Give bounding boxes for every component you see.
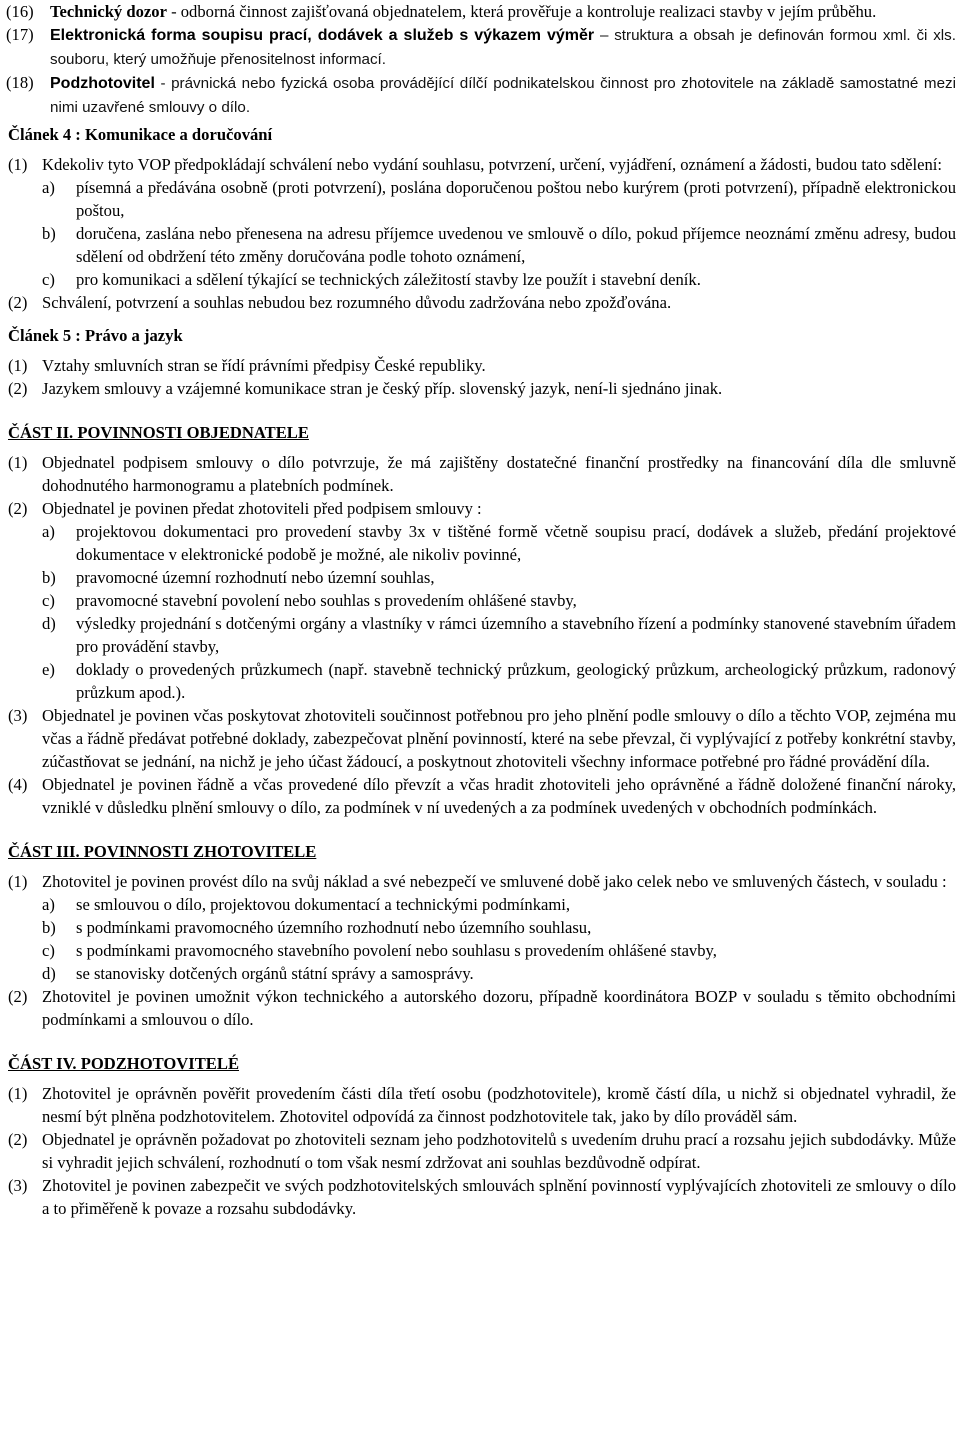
part-3-heading: ČÁST III. POVINNOSTI ZHOTOVITELE (8, 842, 317, 861)
paragraph-text: Schválení, potvrzení a souhlas nebudou bez rozumného důvodu zadržována nebo zpožďována. (42, 293, 672, 312)
list-text: doručena, zaslána nebo přenesena na adresu příjemce uvedenou ve smlouvě o dílo, pokud příjemce neoznámí změnu adresy, budou sdělení od obdržení této změny doručována podle tohoto oznámení, (76, 224, 956, 266)
part-2-paragraph-3 (8, 704, 956, 773)
paragraph-number: (1) (8, 453, 28, 472)
paragraph-text: Jazykem smlouvy a vzájemné komunikace stran je český příp. slovenský jazyk, není-li sjednáno jinak. (42, 379, 723, 398)
paragraph-text: Zhotovitel je povinen umožnit výkon technického a autorského dozoru, případně koordinátora BOZP v souladu s těmito obchodními podmínkami a smlouvou o dílo. (42, 987, 956, 1029)
paragraph-text: Objednatel je povinen předat zhotoviteli před podpisem smlouvy : (42, 499, 482, 518)
article-4-heading: Článek 4 : Komunikace a doručování (8, 125, 273, 144)
paragraph-text: Zhotovitel je oprávněn pověřit provedením části díla třetí osobu (podzhotovitele), kromě částí díla, u nichž si objednatel vyhradil, že nesmí být plněna podzhotovitelem. Zhotovitel odpovídá za činnost podzhotovitele tak, jako by dílo prováděl sám. (42, 1084, 956, 1126)
list-letter: c) (42, 591, 55, 610)
paragraph-text: Objednatel je oprávněn požadovat po zhotoviteli seznam jeho podzhotovitelů s uvedením druhu prací a rozsahu jejich subdodávky. Může si vyhradit jejich schválení, rozhodnutí o tom však nesmí zdržovat ani souhlas bezdůvodně odpírat. (42, 1130, 956, 1172)
article-4-paragraph-1 (8, 153, 956, 291)
part-2-paragraph-1 (8, 451, 956, 497)
list-text: s podmínkami pravomocného územního rozhodnutí nebo územního souhlasu, (76, 918, 592, 937)
list-text: projektovou dokumentaci pro provedení stavby 3x v tištěné formě včetně soupisu prací, dodávek a služeb, předání projektové dokumentace v elektronické podobě je možné, ale nikoliv povinné, (76, 522, 956, 564)
list-item (42, 916, 956, 939)
part-3-paragraph-2 (8, 985, 956, 1031)
list-item (42, 612, 956, 658)
list-item (42, 176, 956, 222)
paragraph-number: (3) (8, 1176, 28, 1195)
list-item (42, 589, 956, 612)
definition-number: (18) (6, 73, 34, 92)
list-letter: a) (42, 895, 55, 914)
list-letter: e) (42, 660, 55, 679)
list-letter: a) (42, 178, 55, 197)
list-item (42, 939, 956, 962)
list-item (42, 566, 956, 589)
part-2-paragraph-2 (8, 497, 956, 704)
definition-16 (8, 0, 956, 23)
list-item (42, 962, 956, 985)
part-3-paragraph-1 (8, 870, 956, 985)
definition-number: (16) (6, 2, 34, 21)
list-letter: b) (42, 918, 56, 937)
paragraph-number: (2) (8, 987, 28, 1006)
paragraph-text: Objednatel je povinen včas poskytovat zhotoviteli součinnost potřebnou pro jeho plnění podle smlouvy o dílo a těchto VOP, zejména mu včas a řádně předávat potřebné doklady, zabezpečovat plnění povinností, které na sebe převzal, či vyplývající z potřeby konkrétní stavby, zúčastňovat se jednání, na nichž je jeho účast žádoucí, a poskytnout zhotoviteli všechny informace potřebné pro řádné provádění díla. (42, 706, 956, 771)
list-text: písemná a předávána osobně (proti potvrzení), poslána doporučenou poštou nebo kurýrem (proti potvrzení), případně elektronickou poštou, (76, 178, 956, 220)
list-text: s podmínkami pravomocného stavebního povolení nebo souhlasu s provedením ohlášené stavby, (76, 941, 717, 960)
paragraph-number: (1) (8, 872, 28, 891)
paragraph-number: (2) (8, 499, 28, 518)
list-text: pravomocné územní rozhodnutí nebo územní souhlas, (76, 568, 435, 587)
paragraph-number: (2) (8, 379, 28, 398)
list-text: pro komunikaci a sdělení týkající se technických záležitostí stavby lze použít i stavební deník. (76, 270, 701, 289)
article-5-heading: Článek 5 : Právo a jazyk (8, 326, 183, 345)
list-text: pravomocné stavební povolení nebo souhlas s provedením ohlášené stavby, (76, 591, 577, 610)
article-4-paragraph-2 (8, 291, 956, 314)
list-item (42, 658, 956, 704)
list-letter: c) (42, 941, 55, 960)
list-letter: d) (42, 614, 56, 633)
list-letter: b) (42, 224, 56, 243)
list-item (42, 268, 956, 291)
list-text: se smlouvou o dílo, projektovou dokumentací a technickými podmínkami, (76, 895, 571, 914)
paragraph-number: (1) (8, 356, 28, 375)
article-5-paragraph-2 (8, 377, 956, 400)
part-4-paragraph-2 (8, 1128, 956, 1174)
paragraph-number: (2) (8, 293, 28, 312)
list-item (42, 893, 956, 916)
part-4-heading: ČÁST IV. PODZHOTOVITELÉ (8, 1054, 240, 1073)
definition-term: Podzhotovitel (50, 75, 155, 92)
definition-number: (17) (6, 25, 34, 44)
list-letter: a) (42, 522, 55, 541)
paragraph-number: (2) (8, 1130, 28, 1149)
paragraph-text: Objednatel je povinen řádně a včas provedené dílo převzít a včas hradit zhotoviteli jeho oprávněné a řádně doložené finanční nároky, vzniklé v důsledku plnění smlouvy o dílo, za podmínek v ní uvedených a za podmínek uvedených v obchodních podmínkách. (42, 775, 956, 817)
list-item (42, 520, 956, 566)
list-text: se stanovisky dotčených orgánů státní správy a samosprávy. (76, 964, 474, 983)
list-text: výsledky projednání s dotčenými orgány a vlastníky v rámci územního a stavebního řízení a podmínky stanovené stavebním úřadem pro provádění stavby, (76, 614, 956, 656)
list-letter: b) (42, 568, 56, 587)
part-2-heading: ČÁST II. POVINNOSTI OBJEDNATELE (8, 423, 309, 442)
definition-text: - právnická nebo fyzická osoba provádějící dílčí podnikatelskou činnost pro zhotovitele na základě samostatné mezi nimi uzavřené smlouvy o dílo. (50, 75, 956, 116)
definition-text: – struktura a obsah je definován formou xml. či xls. souboru, který umožňuje přenositelnost informací. (50, 27, 956, 68)
paragraph-number: (3) (8, 706, 28, 725)
definition-18 (8, 71, 956, 119)
paragraph-text: Kdekoliv tyto VOP předpokládají schválení nebo vydání souhlasu, potvrzení, určení, vyjádření, oznámení a žádosti, budou tato sdělení: (42, 155, 942, 174)
list-text: doklady o provedených průzkumech (např. stavebně technický průzkum, geologický průzkum, archeologický průzkum, radonový průzkum apod.). (76, 660, 956, 702)
definition-text: - odborná činnost zajišťovaná objednatelem, která prověřuje a kontroluje realizaci stavby v jejím průběhu. (166, 2, 877, 21)
list-letter: c) (42, 270, 55, 289)
part-4-paragraph-1 (8, 1082, 956, 1128)
definition-term: Elektronická forma soupisu prací, dodávek a služeb s výkazem výměr (50, 27, 595, 44)
paragraph-text: Vztahy smluvních stran se řídí právními předpisy České republiky. (42, 356, 486, 375)
list-item (42, 222, 956, 268)
paragraph-number: (4) (8, 775, 28, 794)
paragraph-text: Zhotovitel je povinen provést dílo na svůj náklad a své nebezpečí ve smluvené době jako celek nebo ve smluvených částech, v souladu : (42, 872, 947, 891)
list-letter: d) (42, 964, 56, 983)
paragraph-text: Zhotovitel je povinen zabezpečit ve svých podzhotovitelských smlouvách splnění povinností vyplývajících zhotoviteli ze smlouvy o dílo a to přiměřeně k povaze a rozsahu subdodávky. (42, 1176, 956, 1218)
paragraph-number: (1) (8, 1084, 28, 1103)
definition-17 (8, 23, 956, 71)
part-4-paragraph-3 (8, 1174, 956, 1220)
paragraph-text: Objednatel podpisem smlouvy o dílo potvrzuje, že má zajištěny dostatečné finanční prostředky na financování díla dle smluvně dohodnutého harmonogramu a platebních podmínek. (42, 453, 956, 495)
article-5-paragraph-1 (8, 354, 956, 377)
part-2-paragraph-4 (8, 773, 956, 819)
paragraph-number: (1) (8, 155, 28, 174)
definition-term: Technický dozor (50, 2, 167, 21)
